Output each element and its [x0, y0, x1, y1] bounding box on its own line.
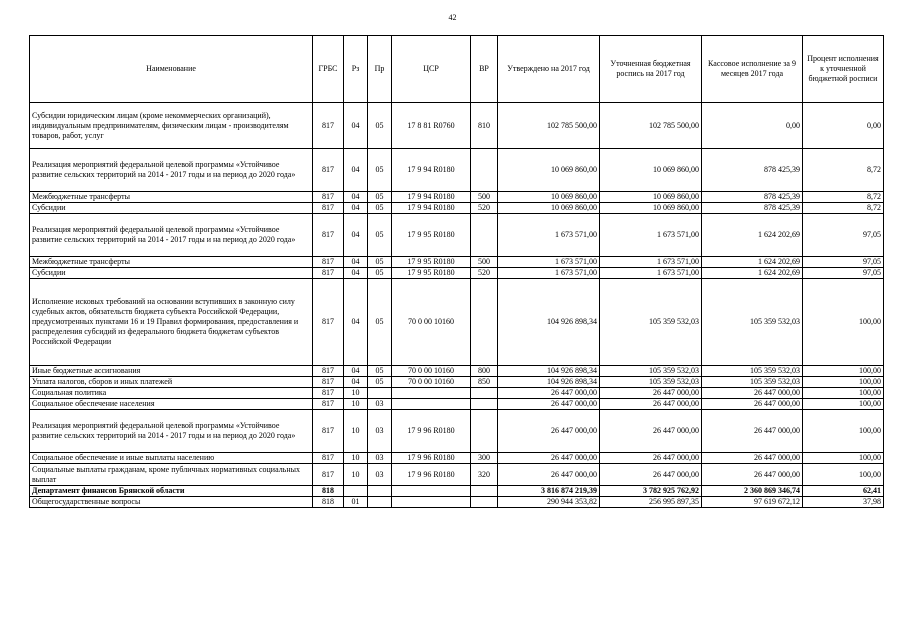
- cell-cash: 26 447 000,00: [702, 399, 803, 410]
- cell-approved: 26 447 000,00: [498, 464, 600, 486]
- cell-pr: 03: [368, 464, 392, 486]
- cell-refined: 3 782 925 762,92: [600, 486, 702, 497]
- column-header-pr: Пр: [368, 36, 392, 103]
- cell-cash: 1 624 202,69: [702, 214, 803, 257]
- table-row: [30, 399, 884, 410]
- cell-percent: 37,98: [803, 497, 884, 508]
- cell-grbs: 817: [313, 464, 344, 486]
- cell-pr: 05: [368, 149, 392, 192]
- cell-name: Реализация мероприятий федеральной целевой программы «Устойчивое развитие сельских территорий на 2014 - 2017 годы и на период до 2020 года»: [30, 214, 313, 257]
- cell-grbs: 817: [313, 377, 344, 388]
- cell-csr: 17 9 94 R0180: [392, 203, 471, 214]
- cell-cash: 97 619 672,12: [702, 497, 803, 508]
- cell-vr: 500: [471, 257, 498, 268]
- column-header-approved: Утверждено на 2017 год: [498, 36, 600, 103]
- cell-name: Уплата налогов, сборов и иных платежей: [30, 377, 313, 388]
- cell-csr: 70 0 00 10160: [392, 366, 471, 377]
- cell-name: Социальная политика: [30, 388, 313, 399]
- cell-vr: 810: [471, 103, 498, 149]
- cell-grbs: 818: [313, 486, 344, 497]
- cell-refined: 10 069 860,00: [600, 149, 702, 192]
- cell-csr: 70 0 00 10160: [392, 377, 471, 388]
- cell-name: Субсидии юридическим лицам (кроме некоммерческих организаций), индивидуальным предпринимателям, физическим лицам - производителям товаров, работ, услуг: [30, 103, 313, 149]
- cell-approved: 1 673 571,00: [498, 257, 600, 268]
- cell-pr: [368, 486, 392, 497]
- cell-pr: 05: [368, 257, 392, 268]
- cell-rz: 04: [344, 103, 368, 149]
- cell-csr: 17 9 96 R0180: [392, 464, 471, 486]
- cell-refined: 10 069 860,00: [600, 192, 702, 203]
- cell-vr: 300: [471, 453, 498, 464]
- cell-rz: 10: [344, 453, 368, 464]
- cell-rz: 04: [344, 279, 368, 366]
- table-row: [30, 486, 884, 497]
- cell-refined: 26 447 000,00: [600, 453, 702, 464]
- cell-rz: 10: [344, 399, 368, 410]
- cell-percent: 97,05: [803, 268, 884, 279]
- cell-name: Социальные выплаты гражданам, кроме публичных нормативных социальных выплат: [30, 464, 313, 486]
- cell-pr: 05: [368, 268, 392, 279]
- cell-rz: 04: [344, 203, 368, 214]
- cell-refined: 26 447 000,00: [600, 399, 702, 410]
- cell-name: Исполнение исковых требований на основании вступивших в законную силу судебных актов, обязательств бюджета субъекта Российской Федерации, предусмотренных пунктами 16 и 19 Правил формирования, предоставления и распределения субсидий из федерального бюджета бюджетам субъектов Российской Федерации: [30, 279, 313, 366]
- cell-approved: 104 926 898,34: [498, 377, 600, 388]
- cell-refined: 105 359 532,03: [600, 377, 702, 388]
- cell-vr: [471, 497, 498, 508]
- cell-vr: 850: [471, 377, 498, 388]
- cell-grbs: 817: [313, 279, 344, 366]
- cell-percent: 8,72: [803, 203, 884, 214]
- cell-approved: 10 069 860,00: [498, 149, 600, 192]
- cell-grbs: 818: [313, 497, 344, 508]
- cell-vr: [471, 486, 498, 497]
- cell-pr: 05: [368, 192, 392, 203]
- cell-name: Субсидии: [30, 203, 313, 214]
- cell-rz: 04: [344, 257, 368, 268]
- table-row: [30, 377, 884, 388]
- cell-cash: 878 425,39: [702, 149, 803, 192]
- cell-cash: 0,00: [702, 103, 803, 149]
- column-header-rz: Рз: [344, 36, 368, 103]
- cell-grbs: 817: [313, 410, 344, 453]
- table-row: [30, 464, 884, 486]
- cell-vr: 320: [471, 464, 498, 486]
- table-row: [30, 203, 884, 214]
- cell-approved: 104 926 898,34: [498, 279, 600, 366]
- cell-name: Реализация мероприятий федеральной целевой программы «Устойчивое развитие сельских территорий на 2014 - 2017 годы и на период до 2020 года»: [30, 149, 313, 192]
- cell-refined: 1 673 571,00: [600, 257, 702, 268]
- cell-percent: 100,00: [803, 464, 884, 486]
- cell-grbs: 817: [313, 366, 344, 377]
- cell-percent: 97,05: [803, 257, 884, 268]
- cell-approved: 10 069 860,00: [498, 203, 600, 214]
- cell-grbs: 817: [313, 214, 344, 257]
- page-number: 42: [448, 13, 457, 22]
- cell-cash: 878 425,39: [702, 192, 803, 203]
- cell-refined: 1 673 571,00: [600, 214, 702, 257]
- cell-pr: 05: [368, 377, 392, 388]
- cell-refined: 105 359 532,03: [600, 279, 702, 366]
- cell-pr: 05: [368, 214, 392, 257]
- cell-cash: 105 359 532,03: [702, 377, 803, 388]
- cell-pr: 05: [368, 279, 392, 366]
- cell-approved: 1 673 571,00: [498, 214, 600, 257]
- cell-percent: 100,00: [803, 410, 884, 453]
- cell-approved: 26 447 000,00: [498, 453, 600, 464]
- cell-name: Межбюджетные трансферты: [30, 257, 313, 268]
- cell-grbs: 817: [313, 103, 344, 149]
- column-header-cash: Кассовое исполнение за 9 месяцев 2017 года: [702, 36, 803, 103]
- cell-approved: 104 926 898,34: [498, 366, 600, 377]
- table-row: [30, 279, 884, 366]
- table-row: [30, 214, 884, 257]
- cell-vr: [471, 214, 498, 257]
- cell-cash: 2 360 869 346,74: [702, 486, 803, 497]
- cell-rz: 01: [344, 497, 368, 508]
- cell-rz: 04: [344, 214, 368, 257]
- cell-refined: 26 447 000,00: [600, 388, 702, 399]
- column-header-csr: ЦСР: [392, 36, 471, 103]
- cell-percent: 0,00: [803, 103, 884, 149]
- cell-csr: 17 8 81 R0760: [392, 103, 471, 149]
- table-row: [30, 268, 884, 279]
- cell-vr: 500: [471, 192, 498, 203]
- column-header-percent: Процент исполнения к уточненной бюджетной росписи: [803, 36, 884, 103]
- cell-grbs: 817: [313, 192, 344, 203]
- cell-rz: 04: [344, 268, 368, 279]
- cell-csr: 17 9 94 R0180: [392, 149, 471, 192]
- cell-pr: 03: [368, 399, 392, 410]
- cell-vr: [471, 388, 498, 399]
- cell-approved: 26 447 000,00: [498, 410, 600, 453]
- cell-grbs: 817: [313, 268, 344, 279]
- cell-refined: 256 995 897,35: [600, 497, 702, 508]
- cell-csr: [392, 388, 471, 399]
- cell-vr: [471, 399, 498, 410]
- cell-csr: 70 0 00 10160: [392, 279, 471, 366]
- cell-vr: 520: [471, 268, 498, 279]
- column-header-grbs: ГРБС: [313, 36, 344, 103]
- cell-name: Общегосударственные вопросы: [30, 497, 313, 508]
- cell-grbs: 817: [313, 149, 344, 192]
- cell-percent: 100,00: [803, 279, 884, 366]
- cell-pr: [368, 497, 392, 508]
- table-row: [30, 497, 884, 508]
- cell-csr: [392, 399, 471, 410]
- cell-pr: [368, 388, 392, 399]
- cell-vr: [471, 279, 498, 366]
- cell-name: Реализация мероприятий федеральной целевой программы «Устойчивое развитие сельских территорий на 2014 - 2017 годы и на период до 2020 года»: [30, 410, 313, 453]
- cell-name: Социальное обеспечение населения: [30, 399, 313, 410]
- cell-approved: 3 816 874 219,39: [498, 486, 600, 497]
- cell-pr: 03: [368, 410, 392, 453]
- cell-csr: 17 9 95 R0180: [392, 214, 471, 257]
- cell-name: Департамент финансов Брянской области: [30, 486, 313, 497]
- column-header-vr: ВР: [471, 36, 498, 103]
- cell-grbs: 817: [313, 203, 344, 214]
- table-row: [30, 103, 884, 149]
- cell-cash: 105 359 532,03: [702, 279, 803, 366]
- cell-refined: 26 447 000,00: [600, 464, 702, 486]
- cell-rz: 04: [344, 149, 368, 192]
- cell-csr: 17 9 95 R0180: [392, 268, 471, 279]
- cell-rz: 04: [344, 366, 368, 377]
- cell-cash: 1 624 202,69: [702, 257, 803, 268]
- cell-name: Социальное обеспечение и иные выплаты населению: [30, 453, 313, 464]
- cell-vr: 520: [471, 203, 498, 214]
- cell-vr: [471, 149, 498, 192]
- cell-grbs: 817: [313, 399, 344, 410]
- cell-percent: 100,00: [803, 377, 884, 388]
- cell-rz: [344, 486, 368, 497]
- cell-csr: 17 9 96 R0180: [392, 410, 471, 453]
- cell-pr: 03: [368, 453, 392, 464]
- cell-percent: 62,41: [803, 486, 884, 497]
- cell-name: Межбюджетные трансферты: [30, 192, 313, 203]
- cell-percent: 100,00: [803, 388, 884, 399]
- cell-refined: 10 069 860,00: [600, 203, 702, 214]
- cell-percent: 97,05: [803, 214, 884, 257]
- cell-rz: 10: [344, 410, 368, 453]
- cell-csr: 17 9 94 R0180: [392, 192, 471, 203]
- table-row: [30, 192, 884, 203]
- table-header-row: [30, 36, 884, 103]
- cell-approved: 1 673 571,00: [498, 268, 600, 279]
- cell-percent: 100,00: [803, 399, 884, 410]
- cell-percent: 8,72: [803, 149, 884, 192]
- cell-pr: 05: [368, 103, 392, 149]
- cell-cash: 878 425,39: [702, 203, 803, 214]
- column-header-refined: Уточненная бюджетная роспись на 2017 год: [600, 36, 702, 103]
- cell-cash: 26 447 000,00: [702, 388, 803, 399]
- cell-rz: 10: [344, 464, 368, 486]
- cell-cash: 105 359 532,03: [702, 366, 803, 377]
- cell-refined: 102 785 500,00: [600, 103, 702, 149]
- budget-execution-table: [29, 35, 884, 508]
- cell-percent: 100,00: [803, 453, 884, 464]
- cell-grbs: 817: [313, 388, 344, 399]
- table-row: [30, 388, 884, 399]
- cell-refined: 105 359 532,03: [600, 366, 702, 377]
- cell-vr: 800: [471, 366, 498, 377]
- cell-percent: 100,00: [803, 366, 884, 377]
- cell-csr: [392, 497, 471, 508]
- cell-cash: 1 624 202,69: [702, 268, 803, 279]
- table-row: [30, 410, 884, 453]
- cell-rz: 04: [344, 192, 368, 203]
- cell-csr: 17 9 96 R0180: [392, 453, 471, 464]
- column-header-name: Наименование: [30, 36, 313, 103]
- cell-cash: 26 447 000,00: [702, 464, 803, 486]
- cell-rz: 10: [344, 388, 368, 399]
- cell-grbs: 817: [313, 453, 344, 464]
- cell-approved: 26 447 000,00: [498, 388, 600, 399]
- cell-approved: 10 069 860,00: [498, 192, 600, 203]
- cell-approved: 26 447 000,00: [498, 399, 600, 410]
- table-row: [30, 257, 884, 268]
- cell-vr: [471, 410, 498, 453]
- cell-cash: 26 447 000,00: [702, 453, 803, 464]
- cell-refined: 1 673 571,00: [600, 268, 702, 279]
- cell-approved: 102 785 500,00: [498, 103, 600, 149]
- cell-csr: 17 9 95 R0180: [392, 257, 471, 268]
- table-row: [30, 366, 884, 377]
- cell-grbs: 817: [313, 257, 344, 268]
- cell-rz: 04: [344, 377, 368, 388]
- cell-percent: 8,72: [803, 192, 884, 203]
- cell-csr: [392, 486, 471, 497]
- cell-name: Субсидии: [30, 268, 313, 279]
- cell-pr: 05: [368, 366, 392, 377]
- table-row: [30, 453, 884, 464]
- cell-refined: 26 447 000,00: [600, 410, 702, 453]
- cell-approved: 290 944 353,82: [498, 497, 600, 508]
- cell-pr: 05: [368, 203, 392, 214]
- cell-name: Иные бюджетные ассигнования: [30, 366, 313, 377]
- table-row: [30, 149, 884, 192]
- cell-cash: 26 447 000,00: [702, 410, 803, 453]
